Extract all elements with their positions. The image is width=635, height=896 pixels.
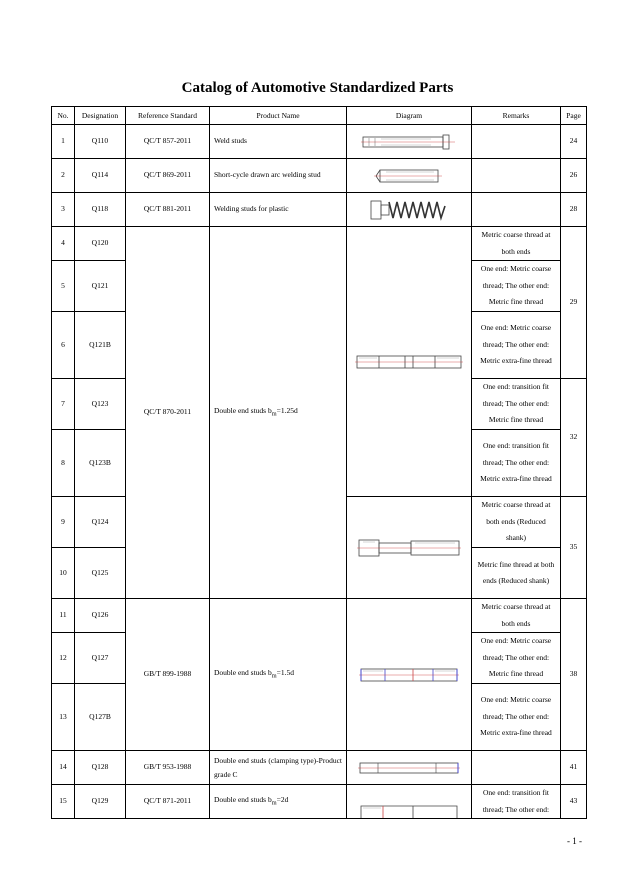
double-end-stud-1-5d-diagram bbox=[357, 663, 461, 687]
cell-diagram bbox=[347, 159, 472, 193]
cell-product-name: Weld studs bbox=[210, 125, 347, 159]
cell-standard: QC/T 870-2011 bbox=[126, 227, 210, 599]
catalog-table bbox=[51, 106, 587, 819]
cell-no: 6 bbox=[52, 312, 75, 379]
cell-page: 35 bbox=[561, 497, 587, 599]
cell-remarks: Metric fine thread at both ends (Reduced shank) bbox=[472, 548, 561, 599]
cell-no: 9 bbox=[52, 497, 75, 548]
cell-designation: Q120 bbox=[75, 227, 126, 261]
cell-diagram bbox=[347, 599, 472, 751]
cell-no: 11 bbox=[52, 599, 75, 633]
cell-remarks bbox=[472, 159, 561, 193]
cell-standard: QC/T 871-2011 bbox=[126, 785, 210, 819]
cell-page: 24 bbox=[561, 125, 587, 159]
table-row bbox=[52, 193, 587, 227]
cell-designation: Q123B bbox=[75, 430, 126, 497]
cell-remarks: One end: transition fit thread; The other end: bbox=[472, 785, 561, 819]
cell-diagram bbox=[347, 193, 472, 227]
name-prefix: Double end studs b bbox=[214, 405, 272, 415]
cell-no: 7 bbox=[52, 379, 75, 430]
cell-diagram bbox=[347, 497, 472, 599]
table-row bbox=[52, 599, 587, 633]
name-subscript: m bbox=[271, 410, 277, 417]
cell-no: 15 bbox=[52, 785, 75, 819]
cell-remarks bbox=[472, 751, 561, 785]
table-row bbox=[52, 159, 587, 193]
name-subscript: m bbox=[271, 799, 277, 806]
cell-product-name bbox=[210, 227, 347, 599]
cell-page: 43 bbox=[561, 785, 587, 819]
reduced-shank-stud-diagram bbox=[357, 537, 461, 559]
table-row bbox=[52, 751, 587, 785]
cell-designation: Q127 bbox=[75, 633, 126, 684]
header-row bbox=[52, 107, 587, 125]
table-row bbox=[52, 227, 587, 261]
cell-designation: Q125 bbox=[75, 548, 126, 599]
col-header-product-name: Product Name bbox=[210, 107, 347, 125]
cell-page: 26 bbox=[561, 159, 587, 193]
cell-designation: Q126 bbox=[75, 599, 126, 633]
cell-designation: Q121B bbox=[75, 312, 126, 379]
cell-no: 8 bbox=[52, 430, 75, 497]
cell-diagram bbox=[347, 227, 472, 497]
cell-standard: QC/T 869-2011 bbox=[126, 159, 210, 193]
double-end-stud-2d-diagram bbox=[357, 802, 461, 818]
col-header-diagram: Diagram bbox=[347, 107, 472, 125]
cell-designation: Q114 bbox=[75, 159, 126, 193]
name-prefix: Double end studs b bbox=[214, 667, 272, 677]
cell-designation: Q124 bbox=[75, 497, 126, 548]
col-header-no: No. bbox=[52, 107, 75, 125]
cell-remarks: One end: Metric coarse thread; The other end: Metric extra-fine thread bbox=[472, 312, 561, 379]
name-prefix: Double end studs b bbox=[214, 794, 272, 804]
cell-remarks: One end: Metric coarse thread; The other end: Metric fine thread bbox=[472, 261, 561, 312]
cell-diagram bbox=[347, 785, 472, 819]
clamping-stud-diagram bbox=[356, 759, 462, 777]
cell-designation: Q110 bbox=[75, 125, 126, 159]
cell-designation: Q123 bbox=[75, 379, 126, 430]
name-suffix: =1.5d bbox=[276, 667, 294, 677]
page-title: Catalog of Automotive Standardized Parts bbox=[181, 80, 454, 96]
cell-remarks: Metric coarse thread at both ends bbox=[472, 227, 561, 261]
cell-remarks: Metric coarse thread at both ends bbox=[472, 599, 561, 633]
cell-page: 32 bbox=[561, 379, 587, 497]
cell-remarks bbox=[472, 125, 561, 159]
cell-designation: Q128 bbox=[75, 751, 126, 785]
double-end-stud-diagram bbox=[355, 351, 463, 373]
cell-remarks: Metric coarse thread at both ends (Reduced shank) bbox=[472, 497, 561, 548]
name-subscript: m bbox=[271, 672, 277, 679]
cell-page: 38 bbox=[561, 599, 587, 751]
cell-no: 5 bbox=[52, 261, 75, 312]
cell-no: 2 bbox=[52, 159, 75, 193]
cell-designation: Q118 bbox=[75, 193, 126, 227]
cell-remarks bbox=[472, 193, 561, 227]
cell-designation: Q127B bbox=[75, 684, 126, 751]
cell-no: 3 bbox=[52, 193, 75, 227]
cell-product-name bbox=[210, 785, 347, 819]
cell-product-name: Short-cycle drawn arc welding stud bbox=[210, 159, 347, 193]
cell-remarks: One end: transition fit thread; The other end: Metric extra-fine thread bbox=[472, 430, 561, 497]
page-number: - 1 - bbox=[567, 836, 582, 846]
col-header-designation: Designation bbox=[75, 107, 126, 125]
cell-no: 4 bbox=[52, 227, 75, 261]
weld-stud-diagram bbox=[361, 132, 457, 152]
cell-product-name: Welding studs for plastic bbox=[210, 193, 347, 227]
cell-page: 41 bbox=[561, 751, 587, 785]
short-cycle-stud-diagram bbox=[374, 164, 444, 188]
table-row bbox=[52, 125, 587, 159]
cell-no: 14 bbox=[52, 751, 75, 785]
cell-page: 28 bbox=[561, 193, 587, 227]
cell-no: 10 bbox=[52, 548, 75, 599]
col-header-page: Page bbox=[561, 107, 587, 125]
cell-standard: GB/T 953-1988 bbox=[126, 751, 210, 785]
cell-remarks: One end: Metric coarse thread; The other end: Metric fine thread bbox=[472, 633, 561, 684]
cell-page: 29 bbox=[561, 227, 587, 379]
cell-standard: QC/T 881-2011 bbox=[126, 193, 210, 227]
cell-designation: Q121 bbox=[75, 261, 126, 312]
cell-no: 12 bbox=[52, 633, 75, 684]
cell-standard: GB/T 899-1988 bbox=[126, 599, 210, 751]
cell-no: 1 bbox=[52, 125, 75, 159]
cell-diagram bbox=[347, 125, 472, 159]
cell-remarks: One end: Metric coarse thread; The other end: Metric extra-fine thread bbox=[472, 684, 561, 751]
cell-remarks: One end: transition fit thread; The other end: Metric fine thread bbox=[472, 379, 561, 430]
name-suffix: =2d bbox=[276, 794, 289, 804]
col-header-remarks: Remarks bbox=[472, 107, 561, 125]
table-row bbox=[52, 785, 587, 819]
cell-product-name bbox=[210, 599, 347, 751]
col-header-standard: Reference Standard bbox=[126, 107, 210, 125]
plastic-welding-stud-diagram bbox=[369, 197, 449, 223]
cell-no: 13 bbox=[52, 684, 75, 751]
cell-product-name: Double end studs (clamping type)-Product grade C bbox=[210, 751, 347, 785]
cell-standard: QC/T 857-2011 bbox=[126, 125, 210, 159]
cell-designation: Q129 bbox=[75, 785, 126, 819]
cell-diagram bbox=[347, 751, 472, 785]
name-suffix: =1.25d bbox=[276, 405, 298, 415]
